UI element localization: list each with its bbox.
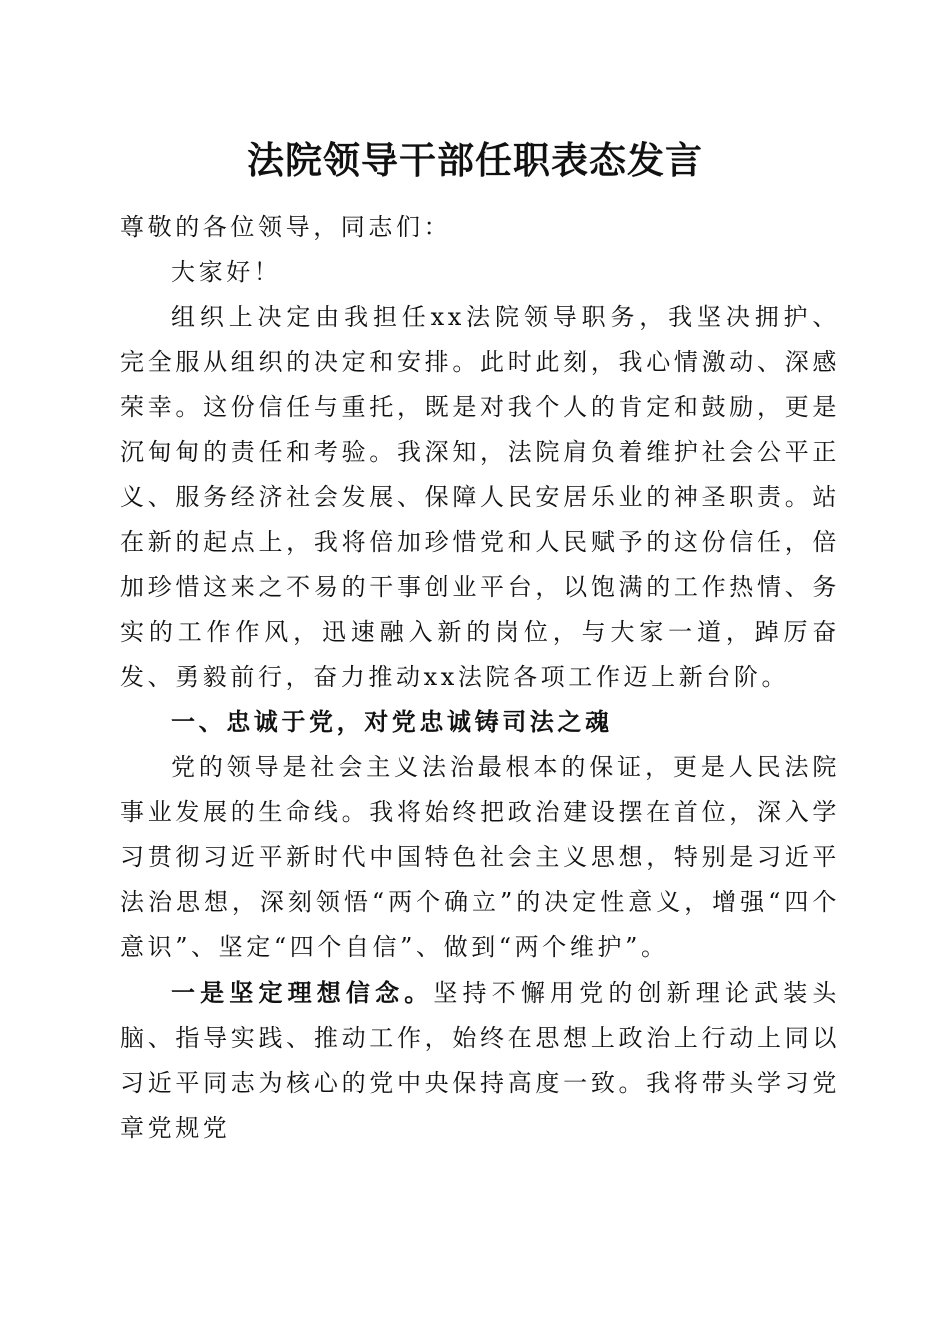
document-title: 法院领导干部任职表态发言: [247, 138, 703, 182]
point-text-1: 坚持不懈用党的创新理论武装头脑、指导实践、推动工作，始终在思想上政治上行动上同以习近平同志为核心的党中央保持高度一致。我将带头学习党章党规党: [120, 979, 840, 1142]
intro-paragraph: 组织上决定由我担任xx法院领导职务，我坚决拥护、完全服从组织的决定和安排。此时此刻，我心情激动、深感荣幸。这份信任与重托，既是对我个人的肯定和鼓励，更是沉甸甸的责任和考验。我深知，法院肩负着维护社会公平正义、服务经济社会发展、保障人民安居乐业的神圣职责。站在新的起点上，我将倍加珍惜党和人民赋予的这份信任，倍加珍惜这来之不易的干事创业平台，以饱满的工作热情、务实的工作作风，迅速融入新的岗位，与大家一道，踔厉奋发、勇毅前行，奋力推动xx法院各项工作迈上新台阶。: [120, 303, 840, 691]
point-lead-1: 一是坚定理想信念。: [171, 978, 434, 1007]
document-body: [120, 205, 840, 1151]
section-paragraph-1: 党的领导是社会主义法治最根本的保证，更是人民法院事业发展的生命线。我将始终把政治建设摆在首位，深入学习贯彻习近平新时代中国特色社会主义思想，特别是习近平法治思想，深刻领悟“两个确立”的决定性意义，增强“四个意识”、坚定“四个自信”、做到“两个维护”。: [120, 753, 840, 961]
salutation: 尊敬的各位领导，同志们：: [120, 213, 452, 241]
section-heading-1: 一、忠诚于党，对党忠诚铸司法之魂: [171, 708, 613, 736]
greeting: 大家好！: [171, 258, 282, 286]
point-paragraph-1: [120, 970, 840, 1151]
